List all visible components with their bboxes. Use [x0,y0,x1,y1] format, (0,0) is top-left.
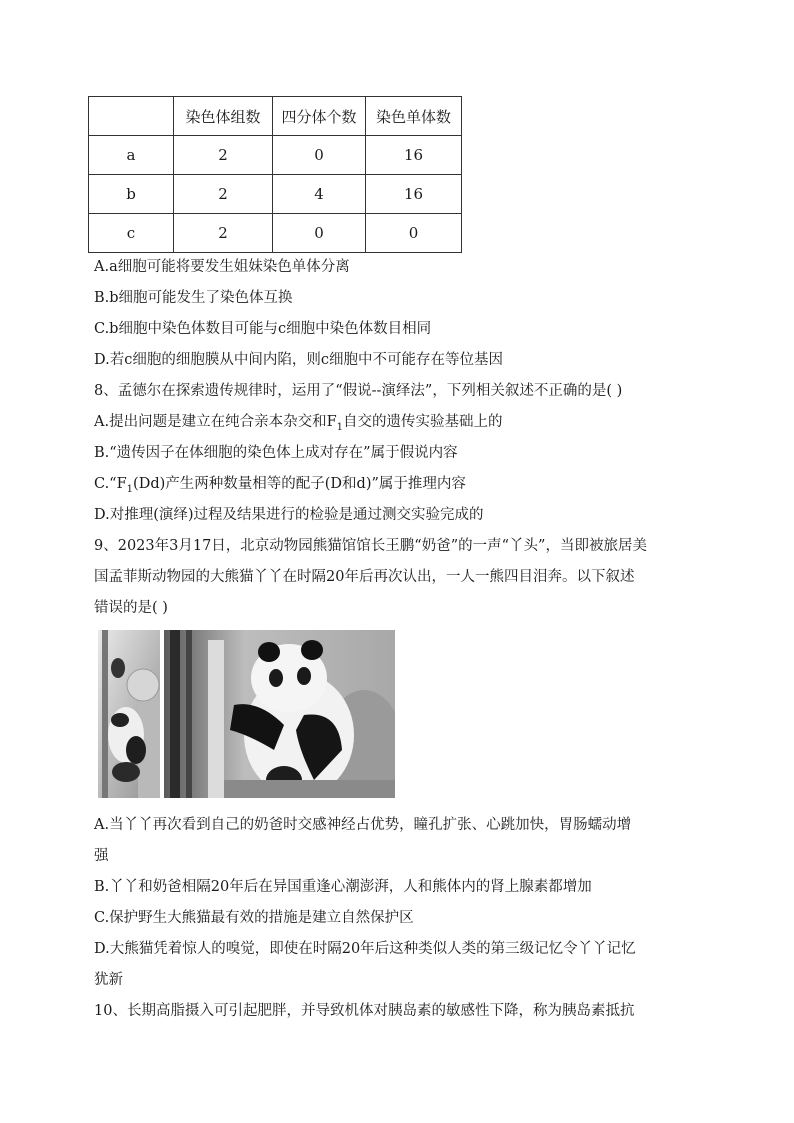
q9-option-b: B.丫丫和奶爸相隔20年后在异国重逢心潮澎湃，人和熊体内的肾上腺素都增加 [94,879,592,895]
panda-photo-large-image [164,630,395,798]
panda-photo-small-image [98,630,160,798]
q7-option-c: C.b细胞中染色体数目可能与c细胞中染色体数目相同 [94,321,432,337]
q10-stem-line-1: 10、长期高脂摄入可引起肥胖，并导致机体对胰岛素的敏感性下降，称为胰岛素抵抗 [94,1003,635,1019]
q7-option-d: D.若c细胞的细胞膜从中间内陷，则c细胞中不可能存在等位基因 [94,352,503,368]
panda-photo-small [98,630,160,798]
table-header-cell: 染色体组数 [174,97,273,136]
q7-option-a: A.a细胞可能将要发生姐妹染色单体分离 [94,259,350,275]
table-cell: 4 [273,175,366,214]
q8-option-c-text-end: (Dd)产生两种数量相等的配子(D和d)”属于推理内容 [133,476,466,492]
q7-option-b: B.b细胞可能发生了染色体互换 [94,290,293,306]
q8-option-a-text-end: 自交的遗传实验基础上的 [343,414,503,430]
q8-option-c-sub: 1 [126,483,134,495]
table-cell: 16 [366,136,462,175]
q8-option-b: B.“遗传因子在体细胞的染色体上成对存在”属于假说内容 [94,445,458,461]
table-row [89,175,462,214]
table-cell: 2 [174,214,273,253]
q9-stem-line-2: 国孟菲斯动物园的大熊猫丫丫在时隔20年后再次认出，一人一熊四目泪奔。以下叙述 [94,569,635,585]
q8-option-a-sub: 1 [336,421,344,433]
panda-photo-large [164,630,395,798]
table-cell: 16 [366,175,462,214]
q9-option-a-line-1: A.当丫丫再次看到自己的奶爸时交感神经占优势，瞳孔扩张、心跳加快，胃肠蠕动增 [94,817,632,833]
q8-option-c-text: C.“F [94,476,127,492]
q8-stem: 8、孟德尔在探索遗传规律时，运用了“假说--演绎法”，下列相关叙述不正确的是( ) [94,383,623,399]
table-cell: 2 [174,175,273,214]
q9-stem-line-1: 9、2023年3月17日，北京动物园熊猫馆馆长王鹏“奶爸”的一声“丫头”，当即被旅居美 [94,538,647,554]
table-cell: 0 [273,214,366,253]
q9-option-a-line-2: 强 [94,848,109,864]
table-header-cell: 四分体个数 [273,97,366,136]
q8-option-c [94,474,466,500]
table-cell: c [89,214,174,253]
table-cell: 0 [273,136,366,175]
q8-option-a-text: A.提出问题是建立在纯合亲本杂交和F [94,414,337,430]
table-cell: 0 [366,214,462,253]
table-header-row [89,97,462,136]
table-row [89,136,462,175]
q9-option-d-line-2: 犹新 [94,972,123,988]
table-header-cell: 染色单体数 [366,97,462,136]
q9-option-d-line-1: D.大熊猫凭着惊人的嗅觉，即使在时隔20年后这种类似人类的第三级记忆令丫丫记忆 [94,941,636,957]
table-cell: b [89,175,174,214]
table-row [89,214,462,253]
chromosome-table [88,96,462,253]
q9-stem-line-3: 错误的是( ) [94,600,168,616]
q9-option-c: C.保护野生大熊猫最有效的措施是建立自然保护区 [94,910,414,926]
q8-option-d: D.对推理(演绎)过程及结果进行的检验是通过测交实验完成的 [94,507,484,523]
table-header-cell [89,97,174,136]
q8-option-a [94,412,503,438]
table-cell: a [89,136,174,175]
table-cell: 2 [174,136,273,175]
